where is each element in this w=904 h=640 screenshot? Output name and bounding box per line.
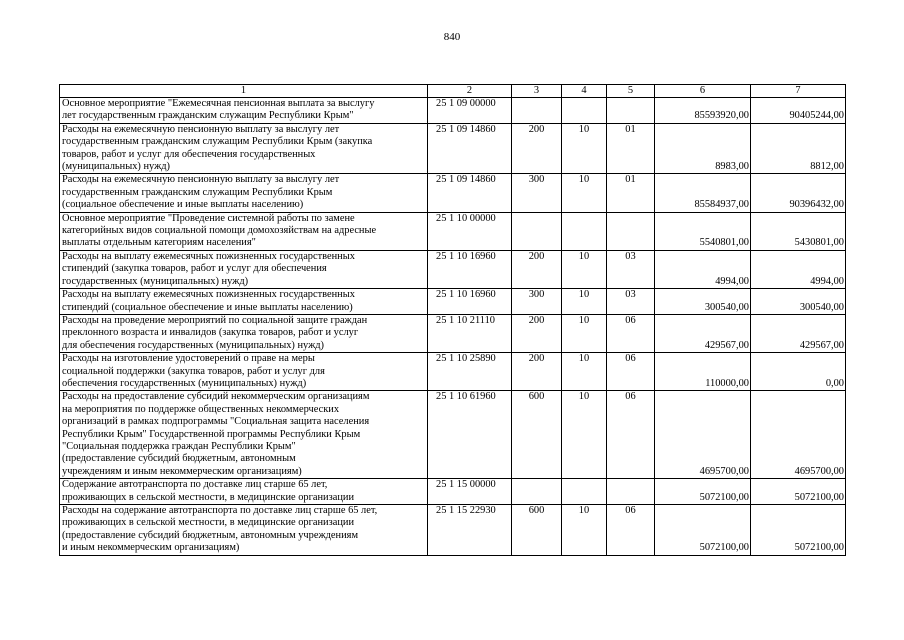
amount-year1-cell: 429567,00 [655,314,751,352]
table-row [60,250,846,288]
column-header-7: 7 [751,85,846,98]
column-header-4: 4 [562,85,607,98]
subsection-cell: 06 [607,314,655,352]
subsection-cell [607,212,655,250]
table-row [60,479,846,505]
column-header-2: 2 [428,85,512,98]
subsection-cell [607,479,655,505]
target-code-cell: 25 1 09 14860 [428,123,512,174]
section-cell [562,479,607,505]
table-row [60,505,846,556]
amount-year2-cell: 300540,00 [751,289,846,315]
target-code-cell: 25 1 10 21110 [428,314,512,352]
table-row [60,123,846,174]
section-cell: 10 [562,505,607,556]
amount-year1-cell: 85584937,00 [655,174,751,212]
budget-table [59,84,846,556]
description-cell: Расходы на проведение мероприятий по социальной защите граждан преклонного возраста и инвалидов (закупка товаров, работ и услуг для обеспечения государственных (муниципальных) нужд) [60,314,428,352]
expense-type-cell [512,212,562,250]
expense-type-cell: 300 [512,289,562,315]
expense-type-cell: 600 [512,391,562,479]
section-cell: 10 [562,289,607,315]
amount-year2-cell: 5072100,00 [751,505,846,556]
subsection-cell: 06 [607,391,655,479]
expense-type-cell [512,479,562,505]
amount-year1-cell: 8983,00 [655,123,751,174]
table-row [60,174,846,212]
section-cell [562,98,607,124]
section-cell: 10 [562,250,607,288]
amount-year1-cell: 300540,00 [655,289,751,315]
table-body [60,98,846,556]
description-cell: Основное мероприятие "Ежемесячная пенсионная выплата за выслугу лет государственным гражданским служащим Республики Крым" [60,98,428,124]
target-code-cell: 25 1 15 22930 [428,505,512,556]
expense-type-cell [512,98,562,124]
target-code-cell: 25 1 15 00000 [428,479,512,505]
amount-year2-cell: 90405244,00 [751,98,846,124]
subsection-cell [607,98,655,124]
section-cell: 10 [562,314,607,352]
target-code-cell: 25 1 10 00000 [428,212,512,250]
amount-year2-cell: 4695700,00 [751,391,846,479]
amount-year2-cell: 90396432,00 [751,174,846,212]
target-code-cell: 25 1 09 14860 [428,174,512,212]
description-cell: Расходы на выплату ежемесячных пожизненных государственных стипендий (социальное обеспечение и иные выплаты населению) [60,289,428,315]
amount-year2-cell: 8812,00 [751,123,846,174]
description-cell: Расходы на ежемесячную пенсионную выплату за выслугу лет государственным гражданским служащим Республики Крым (социальное обеспечение и иные выплаты населению) [60,174,428,212]
expense-type-cell: 200 [512,250,562,288]
section-cell: 10 [562,123,607,174]
table-row [60,391,846,479]
amount-year1-cell: 85593920,00 [655,98,751,124]
target-code-cell: 25 1 10 25890 [428,353,512,391]
expense-type-cell: 200 [512,123,562,174]
subsection-cell: 01 [607,174,655,212]
target-code-cell: 25 1 09 00000 [428,98,512,124]
subsection-cell: 01 [607,123,655,174]
amount-year1-cell: 4695700,00 [655,391,751,479]
target-code-cell: 25 1 10 61960 [428,391,512,479]
amount-year1-cell: 110000,00 [655,353,751,391]
description-cell: Расходы на предоставление субсидий некоммерческим организациям на мероприятия по поддержке общественных некоммерческих организаций в рамках подпрограммы "Социальная защита населения Республики Крым" Государственной программы Республики Крым "Социальная поддержка граждан Республики Крым" (предоставление субсидий бюджетным, автономным учреждениям и иным некоммерческим организациям) [60,391,428,479]
header-row [60,85,846,98]
section-cell: 10 [562,353,607,391]
description-cell: Расходы на выплату ежемесячных пожизненных государственных стипендий (закупка товаров, работ и услуг для обеспечения государственных (муниципальных) нужд) [60,250,428,288]
description-cell: Содержание автотранспорта по доставке лиц старше 65 лет, проживающих в сельской местности, в медицинские организации [60,479,428,505]
amount-year1-cell: 5072100,00 [655,505,751,556]
expense-type-cell: 600 [512,505,562,556]
section-cell: 10 [562,391,607,479]
description-cell: Расходы на содержание автотранспорта по доставке лиц старше 65 лет, проживающих в сельской местности, в медицинские организации (предоставление субсидий бюджетным, автономным учреждениям и иным некоммерческим организациям) [60,505,428,556]
subsection-cell: 03 [607,250,655,288]
amount-year1-cell: 5540801,00 [655,212,751,250]
table-row [60,98,846,124]
amount-year1-cell: 4994,00 [655,250,751,288]
description-cell: Расходы на изготовление удостоверений о праве на меры социальной поддержки (закупка товаров, работ и услуг для обеспечения государственных (муниципальных) нужд) [60,353,428,391]
page-number: 840 [443,31,461,43]
column-header-6: 6 [655,85,751,98]
subsection-cell: 03 [607,289,655,315]
target-code-cell: 25 1 10 16960 [428,289,512,315]
amount-year2-cell: 0,00 [751,353,846,391]
column-header-5: 5 [607,85,655,98]
column-header-1: 1 [60,85,428,98]
expense-type-cell: 200 [512,314,562,352]
table-row [60,314,846,352]
description-cell: Расходы на ежемесячную пенсионную выплату за выслугу лет государственным гражданским служащим Республики Крым (закупка товаров, работ и услуг для обеспечения государственных (муниципальных) нужд) [60,123,428,174]
amount-year1-cell: 5072100,00 [655,479,751,505]
expense-type-cell: 300 [512,174,562,212]
subsection-cell: 06 [607,505,655,556]
amount-year2-cell: 4994,00 [751,250,846,288]
table-row [60,289,846,315]
section-cell [562,212,607,250]
target-code-cell: 25 1 10 16960 [428,250,512,288]
amount-year2-cell: 5072100,00 [751,479,846,505]
column-header-3: 3 [512,85,562,98]
amount-year2-cell: 5430801,00 [751,212,846,250]
section-cell: 10 [562,174,607,212]
table-row [60,212,846,250]
amount-year2-cell: 429567,00 [751,314,846,352]
subsection-cell: 06 [607,353,655,391]
expense-type-cell: 200 [512,353,562,391]
description-cell: Основное мероприятие "Проведение системной работы по замене категорийных видов социальной помощи домохозяйствам на адресные выплаты отдельным категориям населения" [60,212,428,250]
table-row [60,353,846,391]
